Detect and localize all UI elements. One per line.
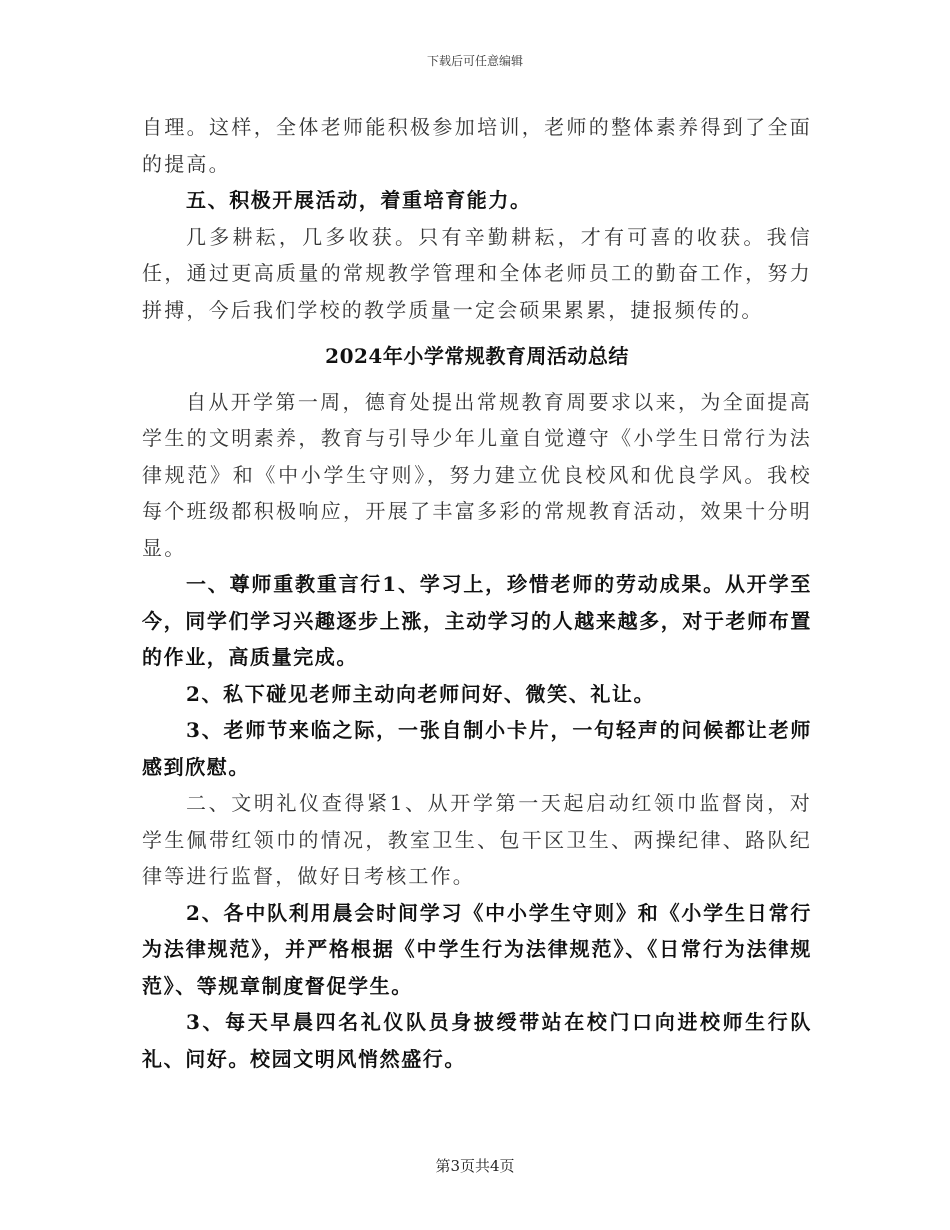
section-one-item-3: 3、老师节来临之际，一张自制小卡片，一句轻声的问候都让老师感到欣慰。 — [142, 718, 812, 779]
section-heading-five: 五、积极开展活动，着重培育能力。 — [186, 188, 532, 212]
paragraph-section-five: 几多耕耘，几多收获。只有辛勤耕耘，才有可喜的收获。我信任，通过更高质量的常规教学管理和全体老师员工的勤奋工作，努力拼搏，今后我们学校的教学质量一定会硕果累累，捷报频传的。 — [142, 224, 812, 322]
section-one-item-2: 2、私下碰见老师主动向老师问好、微笑、礼让。 — [186, 681, 656, 706]
paragraph-continuation: 自理。这样，全体老师能积极参加培训，老师的整体素养得到了全面的提高。 — [142, 115, 812, 176]
section-one-item-1: 一、尊师重教重言行1、学习上，珍惜老师的劳动成果。从开学至今，同学们学习兴趣逐步上涨，主动学习的人越来越多，对于老师布置的作业，高质量完成。 — [142, 572, 812, 669]
page-footer: 第3页共4页 — [435, 1157, 515, 1175]
document-body — [142, 109, 812, 1077]
section-two-item-3: 3、每天早晨四名礼仪队员身披绶带站在校门口向进校师生行队礼、问好。校园文明风悄然盛行。 — [142, 1010, 812, 1071]
document-title: 2024年小学常规教育周活动总结 — [325, 344, 629, 368]
section-two-item-1: 二、文明礼仪查得紧1、从开学第一天起启动红领巾监督岗，对学生佩带红领巾的情况，教室卫生、包干区卫生、两操纪律、路队纪律等进行监督，做好日考核工作。 — [142, 791, 812, 888]
section-two-item-2: 2、各中队利用晨会时间学习《中小学生守则》和《小学生日常行为法律规范》，并严格根据《中学生行为法律规范》、《日常行为法律规范》、等规章制度督促学生。 — [142, 900, 812, 998]
paragraph-intro: 自从开学第一周，德育处提出常规教育周要求以来，为全面提高学生的文明素养，教育与引导少年儿童自觉遵守《小学生日常行为法律规范》和《中小学生守则》，努力建立优良校风和优良学风。我校每个班级都积极响应，开展了丰富多彩的常规教育活动，效果十分明显。 — [142, 389, 812, 560]
page-header: 下载后可任意编辑 — [426, 54, 523, 68]
